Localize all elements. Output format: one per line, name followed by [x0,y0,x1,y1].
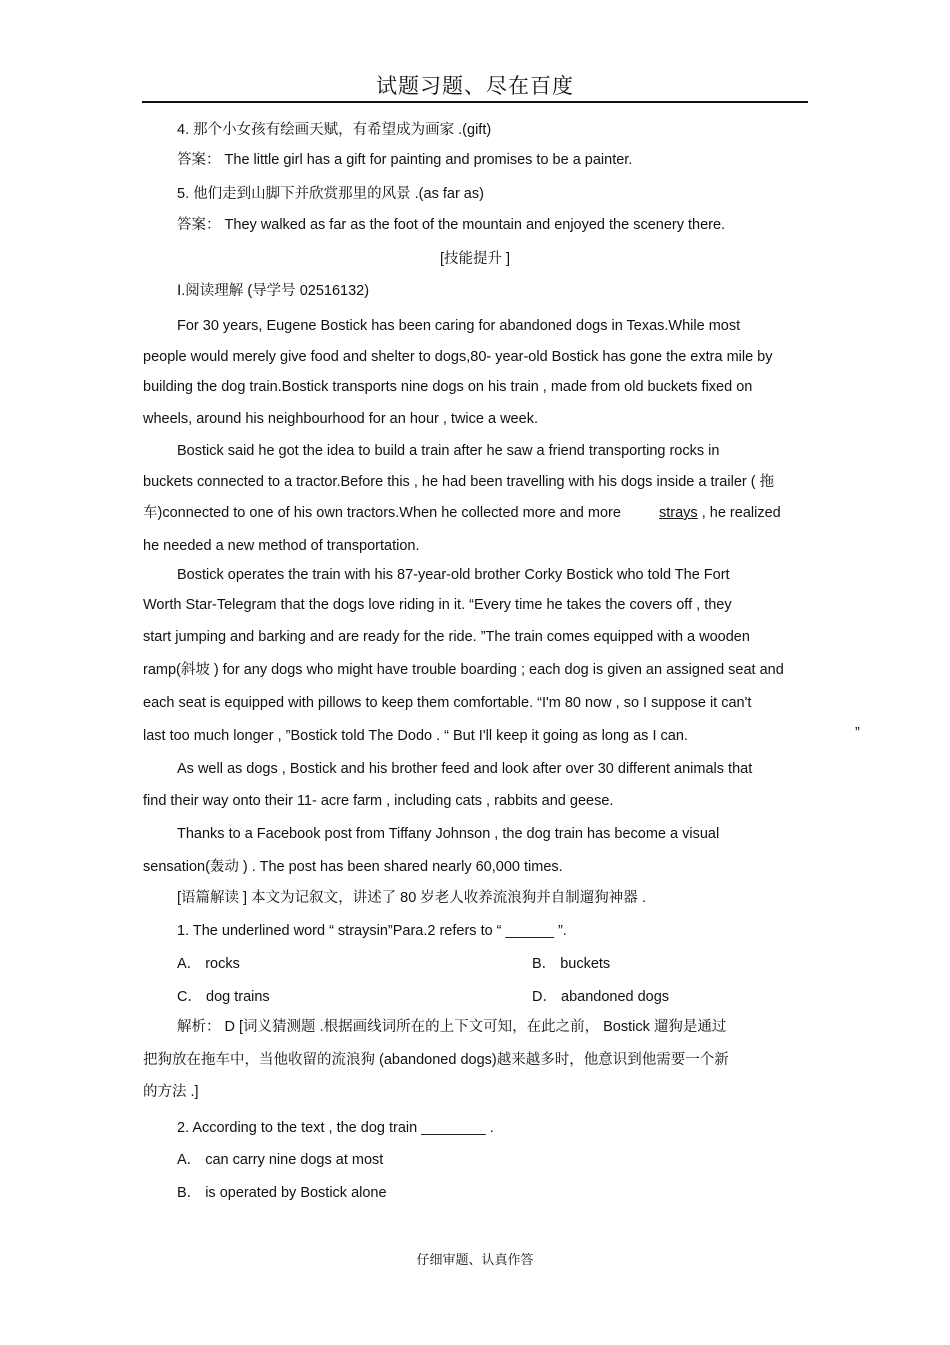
q2-option-b: B． is operated by Bostick alone [177,1185,387,1201]
passage-p3-line1: Bostick operates the train with his 87-year-old brother Corky Bostick who told The Fort [177,567,730,583]
page-footer: 仔细审题、认真作答 [416,1252,534,1267]
passage-p4-line1: As well as dogs , Bostick and his brother feed and look after over 30 different animals that [177,761,753,777]
passage-p1-line1: For 30 years, Eugene Bostick has been caring for abandoned dogs in Texas.While most [177,318,741,334]
part-heading: Ⅰ.阅读理解 (导学号 02516132) [177,283,370,299]
q1-stem: 1. The underlined word “ straysin”Para.2 refers to “ ______ ”. [177,923,567,939]
q1-option-c: C． dog trains [177,989,270,1005]
passage-p3-line4: ramp(斜坡 ) for any dogs who might have trouble boarding ; each dog is given an assigned seat and [143,662,784,678]
q2-stem: 2. According to the text , the dog train ________ . [177,1120,494,1136]
passage-p3-line3: start jumping and barking and are ready for the ride. ”The train comes equipped with a wooden [143,629,750,645]
answer-5: 答案： They walked as far as the foot of the mountain and enjoyed the scenery there. [177,217,726,233]
q1-option-d: D． abandoned dogs [532,989,670,1005]
passage-p1-line3: building the dog train.Bostick transports nine dogs on his train , made from old buckets fixed on [143,379,753,395]
passage-p5-line1: Thanks to a Facebook post from Tiffany Johnson , the dog train has become a visual [177,826,720,842]
passage-p2-line3 [143,504,809,522]
q1-option-b: B． buckets [532,956,611,972]
passage-p1-line4: wheels, around his neighbourhood for an hour , twice a week. [143,411,538,427]
header-rule [142,101,808,103]
q1-explanation-line1: 解析： D [词义猜测题 .根据画线词所在的上下文可知，在此之前， Bostick 遛狗是通过 [177,1019,727,1035]
passage-p2-line3-tail: , he realized [701,505,781,521]
passage-p1-line2: people would merely give food and shelter to dogs,80- year-old Bostick has gone the extra mile by [143,349,773,365]
underlined-word-strays: strays [659,505,698,521]
question-4: 4. 那个小女孩有绘画天赋，有希望成为画家 .(gift) [177,122,492,138]
answer-4: 答案： The little girl has a gift for painting and promises to be a painter. [177,152,633,168]
passage-p3-line5: each seat is equipped with pillows to keep them comfortable. “I'm 80 now , so I suppose it can't [143,695,752,711]
question-5: 5. 他们走到山脚下并欣赏那里的风景 .(as far as) [177,186,484,202]
passage-p2-line4: he needed a new method of transportation. [143,538,420,554]
passage-p2-line1: Bostick said he got the idea to build a train after he saw a friend transporting rocks in [177,443,720,459]
q1-option-a: A． rocks [177,956,240,972]
analysis-note: [语篇解读 ] 本文为记叙文，讲述了 80 岁老人收养流浪狗并自制遛狗神器 . [177,890,646,906]
page-header-title: 试题习题、尽在百度 [376,74,574,98]
q1-explanation-line2: 把狗放在拖车中，当他收留的流浪狗 (abandoned dogs)越来越多时，他意识到他需要一个新 [143,1052,729,1068]
passage-p5-line2: sensation(轰动 ) . The post has been shared nearly 60,000 times. [143,859,563,875]
passage-p2-line2: buckets connected to a tractor.Before this , he had been travelling with his dogs inside a trailer ( 拖 [143,474,775,490]
passage-p3-closing-quote: ” [855,725,860,741]
section-heading: [技能提升 ] [439,251,511,267]
q2-option-a: A． can carry nine dogs at most [177,1152,384,1168]
passage-p3-line6: last too much longer , ”Bostick told The Dodo . “ But I'll keep it going as long as I can. [143,728,688,744]
passage-p4-line2: find their way onto their 11- acre farm , including cats , rabbits and geese. [143,793,614,809]
q1-explanation-line3: 的方法 .] [143,1084,199,1100]
passage-p3-line2: Worth Star-Telegram that the dogs love riding in it. “Every time he takes the covers off , they [143,597,732,613]
passage-p2-line3-text: 车)connected to one of his own tractors.When he collected more and more [143,505,621,521]
